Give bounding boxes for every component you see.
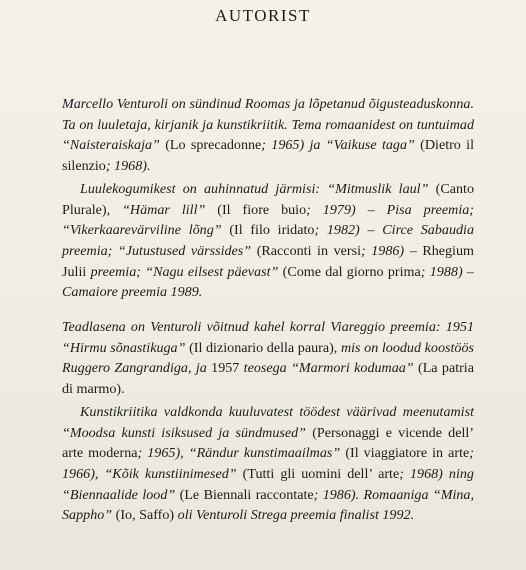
text-run: preemia; “Nagu eilsest päevast”	[90, 263, 283, 280]
text-run: ; 1979) – Pisa preemia; “Vikerkaarevärviline lõng”	[62, 201, 474, 239]
text-run: ; 1968).	[105, 158, 151, 175]
text-run: (Il dizionario della paura),	[189, 339, 341, 356]
text-run: (Personaggi e vicende dell’ arte moderna	[62, 424, 474, 462]
page-title: AUTORIST	[215, 6, 311, 25]
text-run: Kunstikriitika valdkonda kuuluvatest töödest väärivad meenutamist “Moodsa kunsti isiksused ja sündmused”	[62, 403, 474, 441]
text-run: (Canto Plurale),	[62, 180, 474, 218]
text-run: Luulekogumikest on auhinnatud järmisi: “Mitmuslik laul”	[80, 180, 436, 197]
text-run: ; 1966), “Kõik kunstiinimesed”	[62, 445, 474, 482]
text-run: “Hämar lill”	[122, 201, 218, 218]
text-run: (Le Biennali raccontate	[179, 486, 314, 503]
bio-paragraph-2	[62, 179, 474, 303]
text-run: (La patria di marmo).	[62, 360, 474, 398]
bio-paragraph-1	[62, 94, 474, 177]
text-run: 1957	[211, 360, 244, 377]
text-run: Teadlasena on Venturoli võitnud kahel korral Viareggio preemia: 1951 “Hirmu sõnastikuga”	[62, 319, 474, 356]
text-run: ; 1986) –	[360, 242, 423, 259]
author-bio	[62, 94, 474, 528]
bio-paragraph-3	[62, 317, 474, 400]
text-run: ; 1965), “Rändur kunstimaailmas”	[137, 445, 346, 462]
text-run: teosega “Marmori kodumaa”	[243, 360, 418, 377]
text-run: ; 1965) ja “Vaikuse taga”	[261, 137, 421, 154]
text-run: ; 1968) ning “Biennaalide lood”	[62, 465, 474, 503]
text-run: (Il fiore buio	[217, 201, 307, 218]
text-run: oli Venturoli Strega preemia finalist 1992.	[177, 507, 415, 524]
text-run: (Tutti gli uomini dell’ arte	[242, 465, 400, 482]
text-run: ; 1986). Romaaniga “Mina, Sappho”	[62, 486, 474, 524]
text-run: (Come dal giorno prima	[282, 263, 421, 280]
text-run: Rhegium Julii	[62, 242, 474, 280]
text-run: (Il viaggiatore in arte	[345, 445, 470, 462]
text-run: ; 1988) – Camaiore preemia 1989.	[62, 263, 474, 301]
text-run: (Racconti in versi	[256, 242, 361, 259]
text-run: (Io, Saffo)	[115, 507, 178, 524]
text-run: mis on loodud koostöös Ruggero Zangrandiga, ja	[62, 339, 474, 377]
text-run: (Il filo iridato	[229, 222, 315, 239]
bio-paragraph-4	[62, 402, 474, 526]
text-run: Marcello Venturoli on sündinud Roomas ja lõpetanud õigusteaduskonna. Ta on luuletaja, kirjanik ja kunstikriitik. Tema romaanidest on tuntuimad “Naisteraiskaja”	[62, 96, 474, 154]
text-run: (Lo sprecadonne	[165, 137, 262, 154]
text-run: (Dietro il silenzio	[62, 137, 474, 175]
text-run: ; 1982) – Circe Sabaudia preemia; “Jutustused värssides”	[62, 222, 475, 259]
